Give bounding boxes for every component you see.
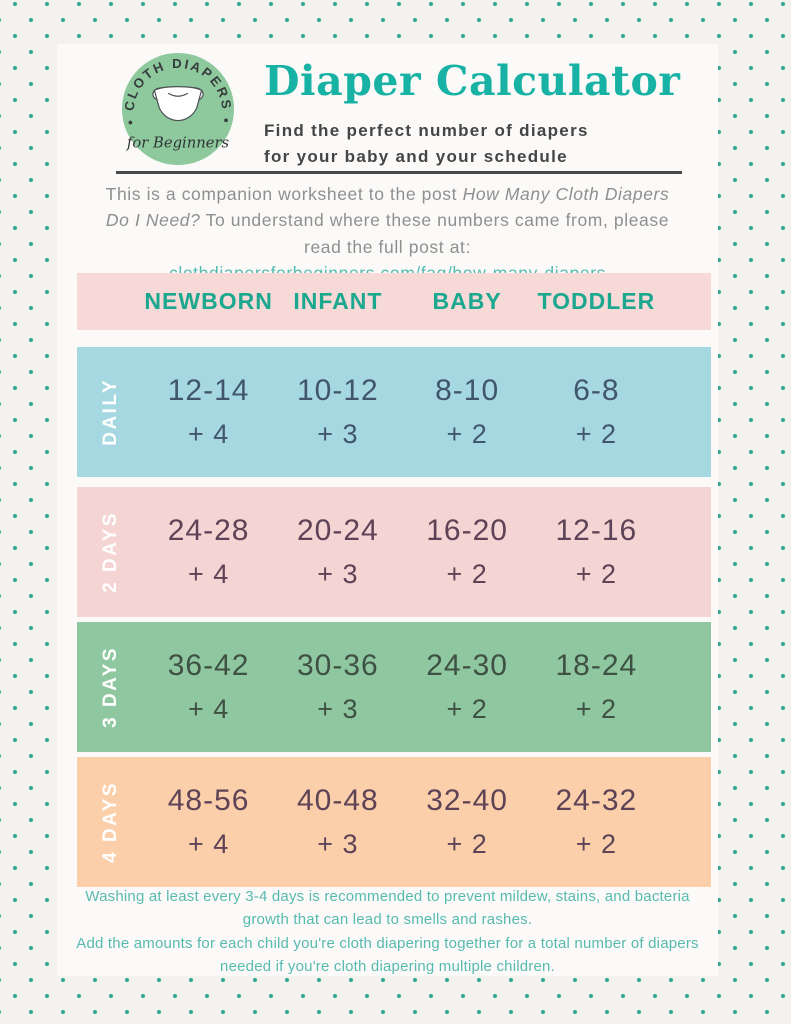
value-range: 8-10 bbox=[435, 374, 500, 407]
header-divider bbox=[116, 171, 682, 174]
value-range: 18-24 bbox=[555, 649, 638, 682]
intro-post-title: How Many Cloth Diapers Do I Need? bbox=[105, 184, 670, 231]
value-plus: + 2 bbox=[446, 694, 488, 724]
column-header-infant: INFANT bbox=[293, 288, 383, 314]
value-range: 12-14 bbox=[167, 374, 250, 407]
cell-daily-toddler bbox=[532, 374, 661, 450]
footer-washing-note: Washing at least every 3-4 days is recommended to prevent mildew, stains, and bacteria growth that can lead to smells and rashes. bbox=[85, 888, 690, 929]
cell-2days-newborn bbox=[144, 514, 273, 590]
subtitle-line-2: for your baby and your schedule bbox=[264, 146, 568, 166]
value-range: 30-36 bbox=[297, 649, 379, 682]
value-plus: + 2 bbox=[575, 829, 618, 859]
column-header-baby: BABY bbox=[432, 288, 502, 314]
value-plus: + 2 bbox=[446, 829, 488, 859]
cell-2days-infant bbox=[273, 514, 402, 590]
value-range: 32-40 bbox=[426, 784, 508, 817]
value-plus: + 3 bbox=[317, 829, 359, 859]
row-label-4-days: 4 DAYS bbox=[99, 781, 121, 863]
value-plus: + 4 bbox=[187, 694, 230, 724]
intro-part-2: To understand where these numbers came from, please read the full post at: bbox=[200, 210, 670, 257]
value-range: 36-42 bbox=[167, 649, 250, 682]
header-title-block bbox=[264, 57, 718, 169]
table-row-4-days bbox=[77, 757, 711, 887]
cell-3days-toddler bbox=[532, 649, 661, 725]
value-plus: + 2 bbox=[575, 419, 618, 449]
value-range: 16-20 bbox=[426, 514, 508, 547]
value-plus: + 2 bbox=[446, 559, 488, 589]
value-range: 48-56 bbox=[167, 784, 250, 817]
subtitle-line-1: Find the perfect number of diapers bbox=[264, 121, 589, 140]
logo-script-text: for Beginners bbox=[126, 134, 230, 152]
value-range: 24-32 bbox=[555, 784, 638, 817]
footer-multiple-children-note: Add the amounts for each child you're cloth diapering together for a total number of diapers needed if you're cloth diapering multiple children. bbox=[76, 934, 699, 975]
page-subtitle bbox=[264, 118, 718, 169]
row-label-2-days: 2 DAYS bbox=[99, 511, 121, 593]
value-plus: + 2 bbox=[575, 694, 618, 724]
table-header-row bbox=[77, 273, 711, 330]
cell-daily-infant bbox=[273, 374, 402, 450]
value-plus: + 4 bbox=[187, 419, 230, 449]
cell-3days-newborn bbox=[144, 649, 273, 725]
value-range: 20-24 bbox=[297, 514, 379, 547]
page-title: Diaper Calculator bbox=[264, 57, 681, 105]
cell-4days-infant bbox=[273, 784, 402, 860]
column-header-newborn: NEWBORN bbox=[144, 288, 273, 314]
value-range: 24-30 bbox=[426, 649, 508, 682]
brand-logo bbox=[119, 50, 237, 168]
table-row-2-days bbox=[77, 487, 711, 617]
content-panel bbox=[57, 44, 718, 976]
cell-4days-newborn bbox=[144, 784, 273, 860]
value-plus: + 3 bbox=[317, 694, 359, 724]
footer-note bbox=[73, 885, 702, 978]
value-range: 12-16 bbox=[555, 514, 638, 547]
value-plus: + 3 bbox=[317, 419, 359, 449]
row-label-3-days: 3 DAYS bbox=[99, 646, 121, 728]
value-plus: + 3 bbox=[317, 559, 359, 589]
value-plus: + 2 bbox=[575, 559, 618, 589]
cell-daily-newborn bbox=[144, 374, 273, 450]
value-plus: + 2 bbox=[446, 419, 488, 449]
row-label-daily: DAILY bbox=[99, 378, 121, 446]
cell-3days-baby bbox=[403, 649, 532, 725]
intro-part-1: This is a companion worksheet to the post bbox=[105, 184, 463, 204]
table-row-daily bbox=[77, 347, 711, 477]
cell-2days-toddler bbox=[532, 514, 661, 590]
value-plus: + 4 bbox=[187, 559, 230, 589]
value-range: 6-8 bbox=[573, 374, 620, 407]
column-header-toddler: TODDLER bbox=[537, 288, 656, 314]
cell-2days-baby bbox=[403, 514, 532, 590]
value-range: 40-48 bbox=[297, 784, 379, 817]
value-range: 10-12 bbox=[297, 374, 379, 407]
cell-4days-baby bbox=[403, 784, 532, 860]
table-row-3-days bbox=[77, 622, 711, 752]
value-range: 24-28 bbox=[167, 514, 250, 547]
cell-4days-toddler bbox=[532, 784, 661, 860]
value-plus: + 4 bbox=[187, 829, 230, 859]
intro-text bbox=[95, 181, 680, 286]
logo-arc-text: • CLOTH DIAPERS • bbox=[121, 56, 235, 127]
cell-daily-baby bbox=[403, 374, 532, 450]
cell-3days-infant bbox=[273, 649, 402, 725]
